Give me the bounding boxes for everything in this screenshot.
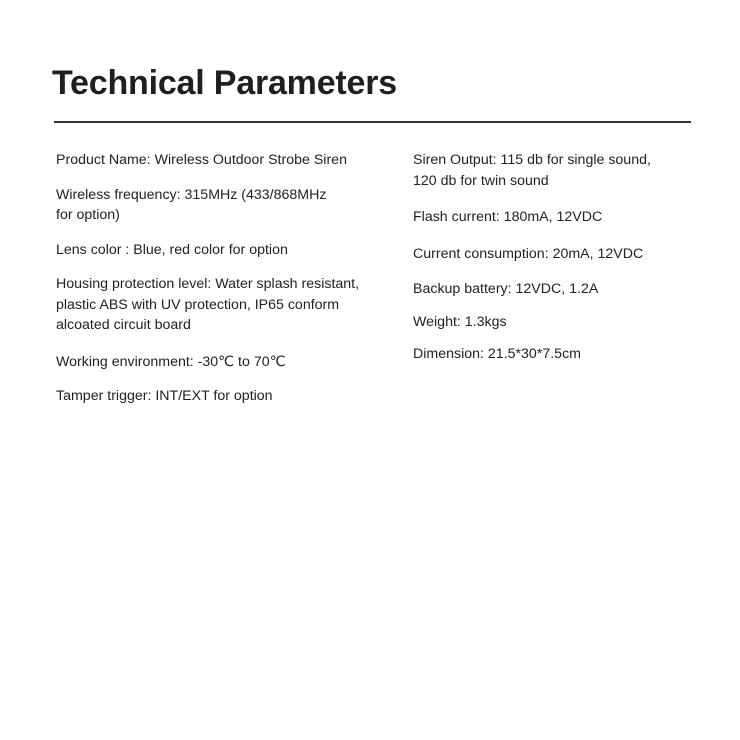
param-lens-color: Lens color : Blue, red color for option bbox=[56, 241, 288, 258]
title-divider bbox=[54, 121, 691, 123]
param-backup-battery: Backup battery: 12VDC, 1.2A bbox=[413, 281, 599, 297]
param-working-environment: Working environment: -30℃ to 70℃ bbox=[56, 353, 286, 370]
param-dimension: Dimension: 21.5*30*7.5cm bbox=[413, 346, 581, 362]
param-wireless-frequency: Wireless frequency: 315MHz (433/868MHz for option) bbox=[56, 186, 327, 223]
param-flash-current: Flash current: 180mA, 12VDC bbox=[413, 209, 603, 225]
param-weight: Weight: 1.3kgs bbox=[413, 313, 507, 330]
param-housing-protection: Housing protection level: Water splash resistant, plastic ABS with UV protection, IP65 conform alcoated circuit board bbox=[56, 276, 360, 333]
page-title: Technical Parameters bbox=[52, 64, 397, 102]
param-product-name: Product Name: Wireless Outdoor Strobe Siren bbox=[56, 152, 347, 168]
parameters-left-column bbox=[56, 150, 401, 407]
parameters-right-column bbox=[413, 150, 713, 365]
param-current-consumption: Current consumption: 20mA, 12VDC bbox=[413, 245, 644, 262]
param-tamper-trigger: Tamper trigger: INT/EXT for option bbox=[56, 388, 273, 404]
param-siren-output: Siren Output: 115 db for single sound, 120 db for twin sound bbox=[413, 152, 651, 189]
